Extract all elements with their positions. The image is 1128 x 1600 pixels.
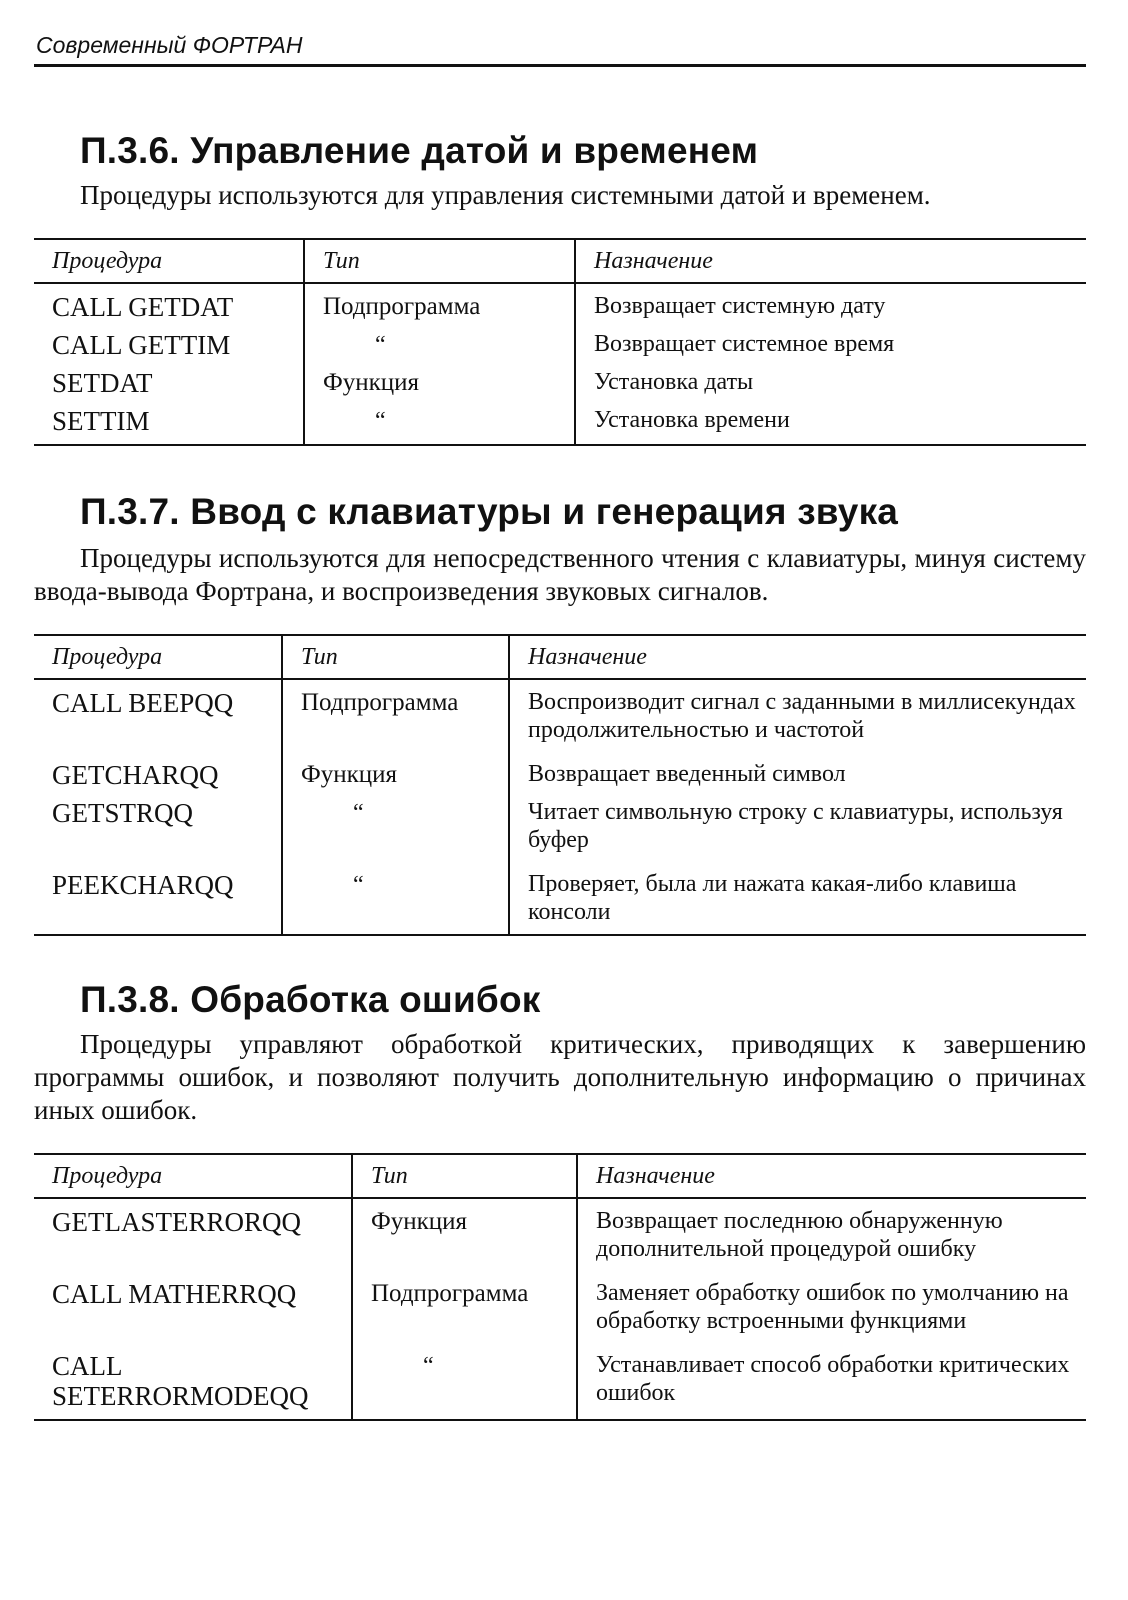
section-title: П.3.6. Управление датой и временем [80,130,759,171]
table-row [34,402,1086,445]
section-intro: Процедуры используются для управления системными датой и временем. [80,180,931,210]
book-page [34,30,1086,1421]
header-type: Тип [304,239,575,283]
type-cell: “ [282,794,509,858]
table-row [34,283,1086,326]
table-row [34,326,1086,364]
procedure-cell: SETTIM [52,406,150,436]
table-row [34,679,1086,748]
purpose-cell: Возвращает системную дату [575,283,1086,326]
purpose-cell: Устанавливает способ обработки критических ошибок [577,1339,1086,1420]
table-row [34,858,1086,935]
header-type: Тип [282,635,509,679]
header-type: Тип [352,1154,577,1198]
procedures-table [34,1153,1086,1421]
table-row [34,1267,1086,1339]
purpose-cell: Возвращает последнюю обнаруженную дополнительной процедурой ошибку [577,1198,1086,1267]
purpose-cell: Возвращает системное время [575,326,1086,364]
procedure-cell: GETLASTERRORQQ [52,1207,301,1237]
type-cell: “ [352,1339,577,1420]
procedure-cell: GETCHARQQ [52,760,219,790]
procedure-cell: CALL SETERRORMODEQQ [52,1351,309,1411]
procedures-table [34,634,1086,936]
type-cell: Функция [352,1198,577,1267]
type-cell: “ [304,402,575,445]
procedure-cell: GETSTRQQ [52,798,193,828]
table-row [34,1198,1086,1267]
purpose-cell: Установка даты [575,364,1086,402]
header-procedure: Процедура [34,635,282,679]
purpose-cell: Воспроизводит сигнал с заданными в миллисекундах продолжительностью и частотой [509,679,1086,748]
type-cell: Подпрограмма [304,283,575,326]
section-title: П.3.8. Обработка ошибок [80,979,541,1020]
table-header-row [34,635,1086,679]
type-cell: “ [304,326,575,364]
type-cell: Функция [282,748,509,794]
header-purpose: Назначение [577,1154,1086,1198]
table-row [34,1339,1086,1420]
section-date-time [34,129,1086,446]
type-cell: “ [282,858,509,935]
table-header-row [34,239,1086,283]
type-cell: Функция [304,364,575,402]
purpose-cell: Проверяет, была ли нажата какая-либо клавиша консоли [509,858,1086,935]
procedure-cell: SETDAT [52,368,153,398]
table-header-row [34,1154,1086,1198]
table-row [34,794,1086,858]
header-procedure: Процедура [34,239,304,283]
section-intro: Процедуры используются для непосредственного чтения с клавиатуры, минуя систему ввода-вывода Фортрана, и воспроизведения звуковых сигналов. [34,543,1086,606]
purpose-cell: Возвращает введенный символ [509,748,1086,794]
section-keyboard-sound [34,490,1086,936]
purpose-cell: Установка времени [575,402,1086,445]
purpose-cell: Читает символьную строку с клавиатуры, используя буфер [509,794,1086,858]
type-cell: Подпрограмма [352,1267,577,1339]
section-title: П.3.7. Ввод с клавиатуры и генерация звука [80,491,899,532]
running-head: Современный ФОРТРАН [34,30,1086,67]
table-row [34,748,1086,794]
section-error-handling [34,978,1086,1421]
type-cell: Подпрограмма [282,679,509,748]
header-procedure: Процедура [34,1154,352,1198]
procedure-cell: CALL MATHERRQQ [52,1279,297,1309]
procedure-cell: CALL GETTIM [52,330,231,360]
section-intro: Процедуры управляют обработкой критических, приводящих к завершению программы ошибок, и позволяют получить дополнительную информацию о причинах иных ошибок. [34,1029,1086,1125]
procedure-cell: CALL GETDAT [52,292,234,322]
purpose-cell: Заменяет обработку ошибок по умолчанию на обработку встроенными функциями [577,1267,1086,1339]
procedure-cell: PEEKCHARQQ [52,870,234,900]
procedures-table [34,238,1086,446]
table-row [34,364,1086,402]
procedure-cell: CALL BEEPQQ [52,688,234,718]
header-purpose: Назначение [575,239,1086,283]
header-purpose: Назначение [509,635,1086,679]
